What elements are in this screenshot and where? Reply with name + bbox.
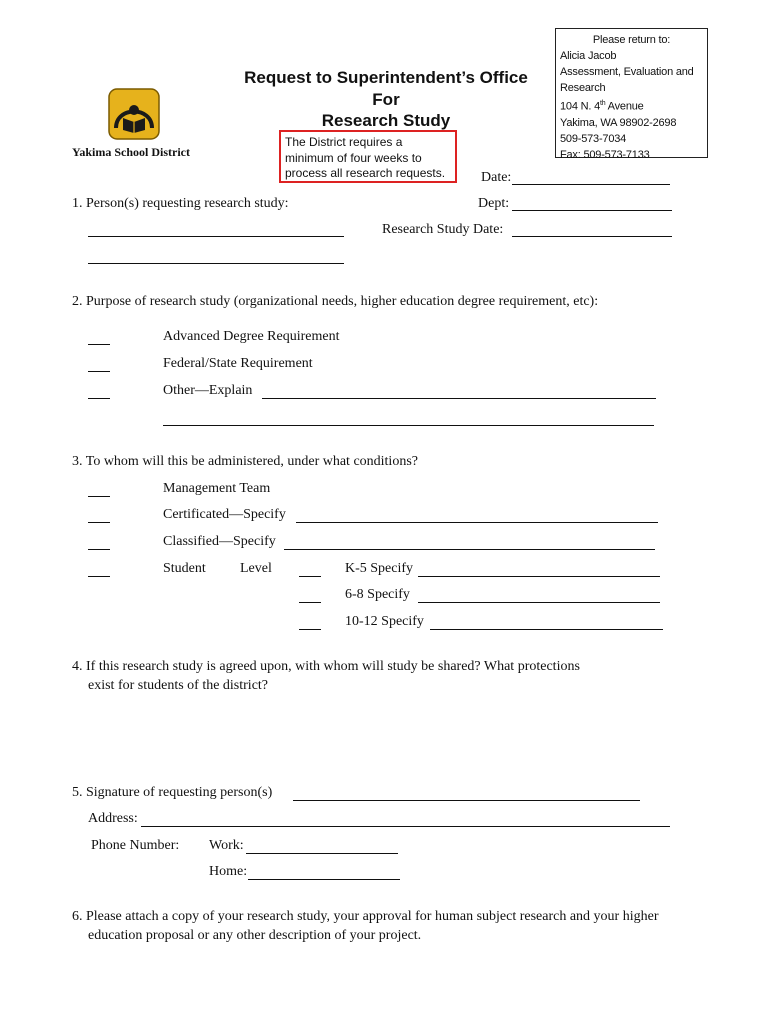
work-phone-field[interactable] [246,852,398,854]
level-10-12: 10-12 Specify [345,614,424,629]
10-12-specify-field[interactable] [430,628,663,630]
notice-box [279,130,457,183]
checkbox-10-12[interactable] [299,628,321,630]
checkbox-classified[interactable] [88,548,110,550]
form-title-line2: For [372,90,400,109]
level-6-8: 6-8 Specify [345,587,410,602]
work-phone-label: Work: [209,838,244,853]
research-date-field[interactable] [512,235,672,237]
return-heading: Please return to: [592,34,671,46]
return-phone: 509-573-7034 [560,132,627,145]
q4-line2: exist for students of the district? [88,678,269,693]
date-label: Date: [481,170,512,185]
return-fax: Fax: 509-573-7133 [560,148,650,161]
level-label: Level [240,561,272,576]
checkbox-certificated[interactable] [88,521,110,523]
return-to-box [555,28,708,161]
option-advanced-degree: Advanced Degree Requirement [163,329,340,344]
certificated-specify-field[interactable] [296,521,658,523]
q6-line2: education proposal or any other description of your project. [88,928,422,943]
checkbox-other[interactable] [88,397,110,399]
other-explain-field-1[interactable] [262,397,656,399]
6-8-specify-field[interactable] [418,601,660,603]
q6-line1: 6. Please attach a copy of your research study, your approval for human subject research and your higher [72,909,659,924]
dept-field[interactable] [512,209,672,211]
return-dept-line1: Assessment, Evaluation and [560,66,694,78]
home-phone-label: Home: [209,864,248,879]
checkbox-k5[interactable] [299,575,321,577]
form-title-line1: Request to Superintendent’s Office [244,68,528,87]
district-name: Yakima School District [72,145,190,159]
level-k5: K-5 Specify [345,561,414,576]
notice-line: process all research requests. [285,166,446,180]
q5-label: 5. Signature of requesting person(s) [72,785,273,800]
q4-answer-area[interactable] [88,700,668,775]
requester-field-1[interactable] [88,235,344,237]
q4-line1: 4. If this research study is agreed upon, with whom will study be shared? What protections [72,659,580,674]
q2-label: 2. Purpose of research study (organizational needs, higher education degree requirement, etc): [72,294,599,309]
dept-label: Dept: [478,196,510,211]
q1-label: 1. Person(s) requesting research study: [72,196,289,211]
notice-line: The District requires a [285,135,403,149]
option-student: Student [163,561,206,576]
checkbox-advanced-degree[interactable] [88,343,110,345]
research-date-label: Research Study Date: [382,222,504,237]
address-label: Address: [88,811,138,826]
address-field[interactable] [141,825,670,827]
return-dept-line2: Research [560,82,606,94]
requester-field-2[interactable] [88,262,344,264]
signature-field[interactable] [293,799,640,801]
home-phone-field[interactable] [248,878,400,880]
checkbox-management-team[interactable] [88,495,110,497]
classified-specify-field[interactable] [284,548,655,550]
return-address: 104 N. 4th Avenue [560,100,644,113]
notice-line: minimum of four weeks to [285,150,422,165]
option-classified: Classified—Specify [163,534,276,549]
checkbox-6-8[interactable] [299,601,321,603]
district-logo-icon [108,88,160,140]
other-explain-field-2[interactable] [163,424,654,426]
k5-specify-field[interactable] [418,575,660,577]
form-title-line3: Research Study [321,111,451,130]
option-management-team: Management Team [163,481,271,496]
option-certificated: Certificated—Specify [163,507,286,522]
return-name: Alicia Jacob [560,50,617,62]
option-federal-state: Federal/State Requirement [163,356,313,371]
option-other: Other—Explain [163,383,253,398]
q3-label: 3. To whom will this be administered, under what conditions? [72,454,418,469]
checkbox-federal-state[interactable] [88,370,110,372]
date-field[interactable] [512,183,670,185]
return-city: Yakima, WA 98902-2698 [560,116,677,129]
phone-label: Phone Number: [91,838,180,853]
checkbox-student[interactable] [88,575,110,577]
